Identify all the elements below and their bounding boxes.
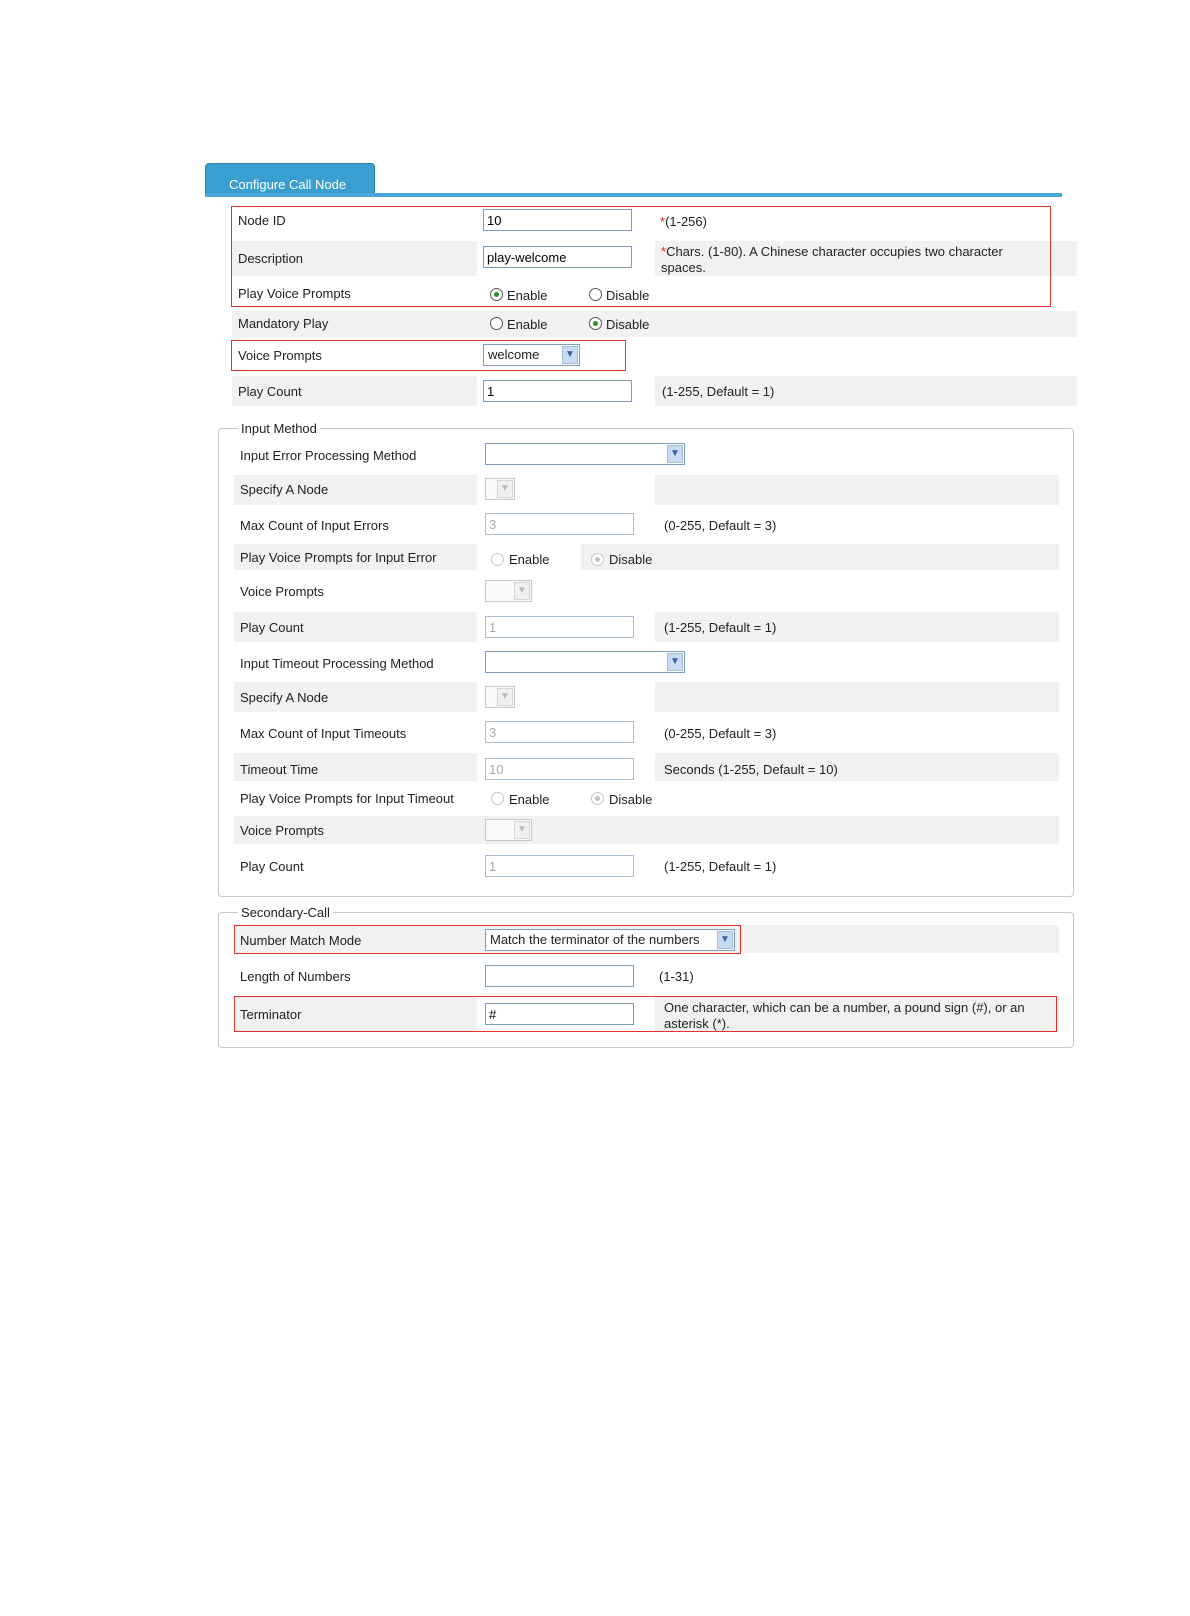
max-errors-label: Max Count of Input Errors	[240, 518, 389, 533]
timeout-prompts-disable-radio[interactable]	[591, 792, 604, 805]
voice-prompts-label: Voice Prompts	[238, 348, 322, 363]
play-voice-prompts-label: Play Voice Prompts	[238, 286, 351, 301]
voice-prompts-value: welcome	[488, 347, 540, 362]
error-play-count-label: Play Count	[240, 620, 304, 635]
chevron-down-icon[interactable]: ▼	[497, 480, 513, 498]
mandatory-play-enable-label: Enable	[507, 317, 548, 332]
timeout-prompts-label: Play Voice Prompts for Input Timeout	[240, 791, 454, 806]
length-label: Length of Numbers	[240, 969, 351, 984]
max-timeouts-input[interactable]	[485, 721, 634, 743]
mandatory-play-row	[232, 311, 1077, 337]
tab-underline	[205, 193, 1062, 197]
timeout-method-label: Input Timeout Processing Method	[240, 656, 434, 671]
timeout-time-hint: Seconds (1-255, Default = 10)	[664, 762, 838, 777]
error-prompts-disable-radio[interactable]	[591, 553, 604, 566]
error-play-count-input[interactable]	[485, 616, 634, 638]
timeout-time-input[interactable]	[485, 758, 634, 780]
error-node-select[interactable]	[485, 478, 515, 500]
timeout-node-label: Specify A Node	[240, 690, 329, 705]
max-timeouts-label: Max Count of Input Timeouts	[240, 726, 407, 741]
input-method-legend: Input Method	[238, 421, 320, 436]
error-voice-select[interactable]	[485, 580, 532, 602]
error-voice-label: Voice Prompts	[240, 584, 324, 599]
timeout-voice-row-bg	[477, 816, 1059, 844]
timeout-node-select[interactable]	[485, 686, 515, 708]
tab-configure-call-node[interactable]: Configure Call Node	[205, 163, 375, 196]
timeout-voice-select[interactable]	[485, 819, 532, 841]
description-hint-text: Chars. (1-80). A Chinese character occupies two character spaces.	[661, 244, 1003, 275]
error-prompts-enable-radio[interactable]	[491, 553, 504, 566]
error-node-row-hint-bg	[655, 475, 1059, 505]
timeout-prompts-enable-label: Enable	[509, 792, 550, 807]
timeout-play-count-hint: (1-255, Default = 1)	[664, 859, 777, 874]
highlight-box-voice-prompts	[231, 340, 626, 371]
terminator-label: Terminator	[240, 1007, 302, 1022]
error-prompts-enable-label: Enable	[509, 552, 550, 567]
chevron-down-icon[interactable]: ▼	[562, 346, 578, 364]
play-count-label: Play Count	[238, 384, 302, 399]
node-id-hint-text: (1-256)	[665, 214, 707, 229]
timeout-prompts-enable-radio[interactable]	[491, 792, 504, 805]
terminator-hint: One character, which can be a number, a pound sign (#), or an asterisk (*).	[664, 1000, 1025, 1031]
mandatory-play-disable-label: Disable	[606, 317, 650, 332]
chevron-down-icon[interactable]: ▼	[717, 931, 733, 949]
error-prompts-label: Play Voice Prompts for Input Error	[240, 550, 437, 565]
mandatory-play-label: Mandatory Play	[238, 316, 329, 331]
highlight-box-terminator	[234, 996, 1057, 1032]
node-id-required-mark: *	[660, 214, 666, 229]
play-voice-prompts-disable-label: Disable	[606, 288, 650, 303]
timeout-play-count-input[interactable]	[485, 855, 634, 877]
timeout-voice-label: Voice Prompts	[240, 823, 324, 838]
timeout-node-row-hint-bg	[655, 682, 1059, 712]
error-play-count-hint: (1-255, Default = 1)	[664, 620, 777, 635]
timeout-play-count-label: Play Count	[240, 859, 304, 874]
play-voice-prompts-enable-label: Enable	[507, 288, 548, 303]
play-count-hint: (1-255, Default = 1)	[662, 384, 775, 399]
highlight-box-match-mode	[234, 925, 741, 954]
mandatory-play-disable-radio[interactable]	[589, 317, 602, 330]
description-required-mark: *	[661, 244, 667, 259]
description-label: Description	[238, 251, 304, 266]
chevron-down-icon[interactable]: ▼	[497, 688, 513, 706]
input-error-method-label: Input Error Processing Method	[240, 448, 417, 463]
chevron-down-icon[interactable]: ▼	[667, 653, 683, 671]
max-timeouts-hint: (0-255, Default = 3)	[664, 726, 777, 741]
match-mode-value: Match the terminator of the numbers	[490, 932, 700, 947]
chevron-down-icon[interactable]: ▼	[667, 445, 683, 463]
highlight-box-basic	[231, 206, 1051, 307]
input-error-method-select[interactable]	[485, 443, 685, 465]
chevron-down-icon[interactable]: ▼	[514, 582, 530, 600]
length-hint: (1-31)	[659, 969, 694, 984]
error-node-label: Specify A Node	[240, 482, 329, 497]
timeout-prompts-disable-label: Disable	[609, 792, 653, 807]
error-prompts-row-hint-bg	[581, 544, 1059, 570]
match-mode-label: Number Match Mode	[240, 933, 362, 948]
timeout-time-label: Timeout Time	[240, 762, 319, 777]
error-prompts-disable-label: Disable	[609, 552, 653, 567]
timeout-method-select[interactable]	[485, 651, 685, 673]
play-count-input[interactable]	[483, 380, 632, 402]
max-errors-hint: (0-255, Default = 3)	[664, 518, 777, 533]
secondary-call-legend: Secondary-Call	[238, 905, 333, 920]
mandatory-play-enable-radio[interactable]	[490, 317, 503, 330]
max-errors-input[interactable]	[485, 513, 634, 535]
chevron-down-icon[interactable]: ▼	[514, 821, 530, 839]
length-input[interactable]	[485, 965, 634, 987]
node-id-label: Node ID	[238, 213, 286, 228]
